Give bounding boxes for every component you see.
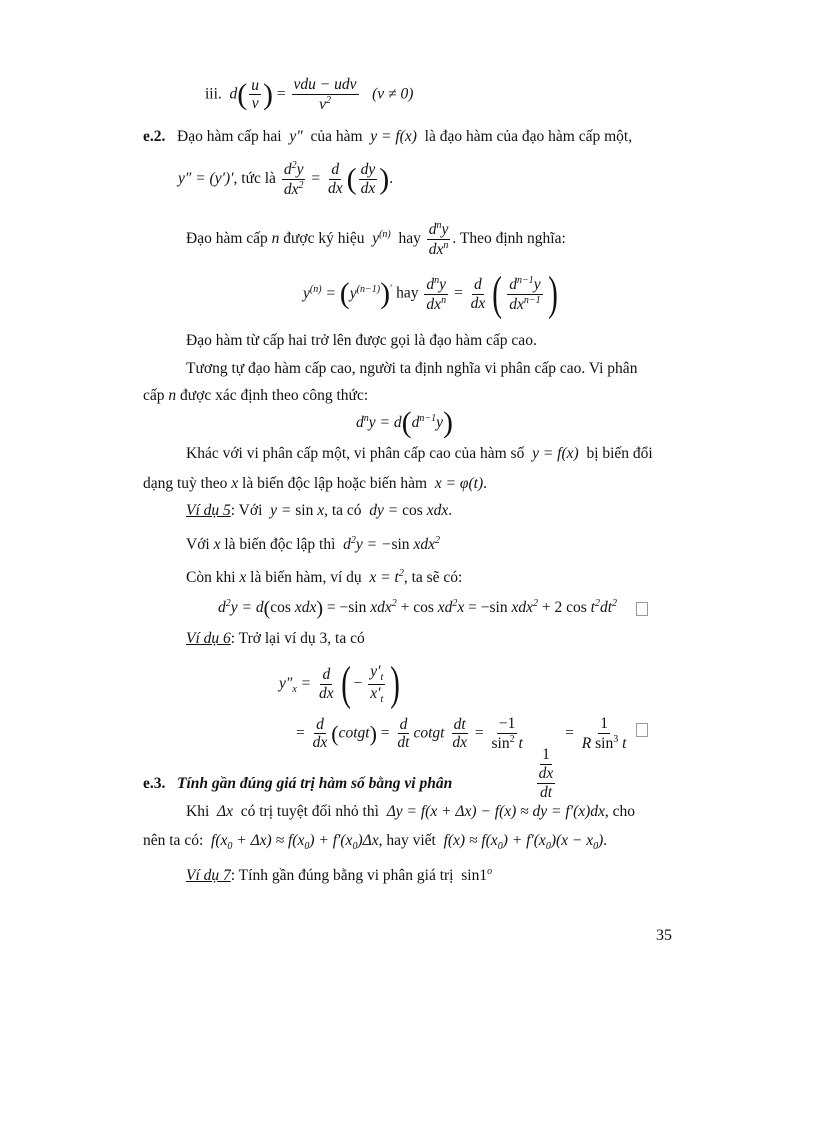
text: của hàm (310, 128, 363, 145)
text: Khi (186, 803, 210, 820)
e2-line9: dạng tuỳ theo x là biến độc lập hoặc biến hàm x = φ(t). (143, 475, 488, 492)
text: được ký hiệu (283, 230, 365, 248)
text: là biến hàm, ví dụ (250, 569, 362, 587)
e2-line5: Đạo hàm từ cấp hai trở lên được gọi là đạo hàm cấp cao. (186, 332, 537, 349)
e2-line1: e.2. Đạo hàm cấp hai y″ của hàm y = f(x) là đạo hàm của đạo hàm cấp một, (143, 128, 633, 145)
e2-formula-n: $y^{(n)} = (y^{(n-1)})'$ hay $\frac{d^ny}{dx^n}$ = $\frac{d}{dx}$ ( $\frac{d^{n-1}y}{dx^{n-1}}$ ) (303, 267, 558, 320)
section-title: Tính gần đúng giá trị hàm số bằng vi phân (177, 775, 453, 792)
formula-iii: iii. d( $\frac{u}{v}$ ) = $\frac{\text{vdu − udv}}{v^2}$ (v ≠ 0) (205, 76, 414, 113)
vd6-formula2: = $\frac{d}{dx}$ (cotgt) = $\frac{d}{dt}$ cotgt $\frac{dt}{dx}$ = $\frac{-1}{\sin^2 t}$ $\frac{1}{\frac{dx}{dt}}$ = $\frac{1}{R \sin^3 t}$ (296, 715, 627, 802)
e3-line2: nên ta có: $f(x_0 + \Delta x) \approx f(x_0) + f'(x_0)\Delta x$, hay viết $f(x) \approx f(x_0) + f'(x_0)(x - x_0)$. (143, 832, 608, 853)
example-label: Ví dụ 6 (186, 630, 231, 647)
text: : Trở lại ví dụ 3, ta có (230, 630, 365, 647)
e3-heading (143, 775, 452, 793)
e2-line3: Đạo hàm cấp n được ký hiệu $y^{(n)}$ hay $\frac{d^ny}{dx^n}$ . Theo định nghĩa: (186, 220, 566, 259)
item-label: iii. (205, 85, 222, 103)
text: hay (398, 230, 421, 248)
end-proof-icon (636, 602, 648, 621)
text: : Tính gần đúng bằng vi phân giá trị (230, 867, 454, 885)
text: : Với (230, 502, 263, 519)
text: Còn khi (186, 569, 236, 587)
text: là biến độc lập thì (224, 536, 336, 554)
e2-line8: Khác với vi phân cấp một, vi phân cấp cao của hàm số y = f(x) bị biến đổi (186, 445, 653, 462)
condition: (v ≠ 0) (372, 85, 414, 103)
vd5-line1: Ví dụ 5: Với y = sin x, ta có dy = cos xdx. (186, 502, 453, 519)
frac-den: v (319, 95, 326, 113)
text: được xác định theo công thức: (180, 387, 369, 404)
vd5-formula: $d^2y = d(\cos$ xdx) = −sin $xdx^2 + \cos xd^2x = -\sin$ xdx$^2$ + 2 $\cos t^2dt^2$ (218, 597, 618, 620)
section-label: e.2. (143, 128, 166, 145)
text: , ta có (324, 502, 362, 519)
section-label: e.3. (143, 775, 166, 792)
e3-line1: Khi Δx có trị tuyệt đối nhỏ thì Δy = f(x + Δx) − f(x) ≈ dy = f′(x)dx, cho (186, 803, 636, 820)
e2-line2: y″ = (y′)′, tức là $\frac{d^2y}{dx^2}$ = $\frac{d}{dx}$ ( $\frac{dy}{dx}$ ). (178, 160, 394, 199)
text: Đạo hàm cấp (186, 230, 268, 248)
example-label: Ví dụ 5 (186, 502, 231, 519)
text: . Theo định nghĩa: (452, 230, 566, 248)
text: có trị tuyệt đối nhỏ thì (240, 803, 379, 820)
vd5-line2: Với x là biến độc lập thì $d^2y = -\sin$ xdx$^2$ (186, 535, 440, 554)
text: , hay viết (378, 832, 436, 849)
e2-line7: cấp n được xác định theo công thức: (143, 387, 369, 404)
vd6-formula1: $y''_x$ = $\frac{d}{dx}$ ( − $\frac{y'_t}{x'_t}$ ) (279, 657, 401, 710)
page-number: 35 (656, 927, 672, 944)
text: là biến độc lập hoặc biến hàm (242, 475, 428, 492)
vd5-line3: Còn khi x là biến hàm, ví dụ $x = t^2$, ta sẽ có: (186, 568, 463, 587)
text: Khác với vi phân cấp một, vi phân cấp cao của hàm số (186, 445, 525, 462)
example-label: Ví dụ 7 (186, 867, 231, 885)
text: là đạo hàm của đạo hàm cấp một, (424, 128, 633, 145)
end-proof-icon-2 (636, 723, 648, 742)
text: bị biến đổi (586, 445, 653, 462)
text: dạng tuỳ theo (143, 475, 228, 492)
text: hay (396, 284, 419, 302)
vd7-line1: Ví dụ 7: Tính gần đúng bằng vi phân giá trị sin1$^o$ (186, 866, 493, 885)
e2-line6: Tương tự đạo hàm cấp cao, người ta định nghĩa vi phân cấp cao. Vi phân (186, 360, 638, 377)
text: Đạo hàm cấp hai (177, 128, 282, 145)
text: nên ta có: (143, 832, 204, 849)
text: Với (186, 536, 210, 554)
text: , tức là (233, 170, 276, 188)
vd6-line1 (186, 630, 365, 648)
frac-num: vdu − udv (293, 76, 357, 93)
text: , cho (604, 803, 636, 820)
e2-formula-dn: $d^ny = d(d^{n-1}y)$ (356, 406, 453, 439)
text: cấp (143, 387, 165, 404)
text: , ta sẽ có: (403, 569, 463, 587)
